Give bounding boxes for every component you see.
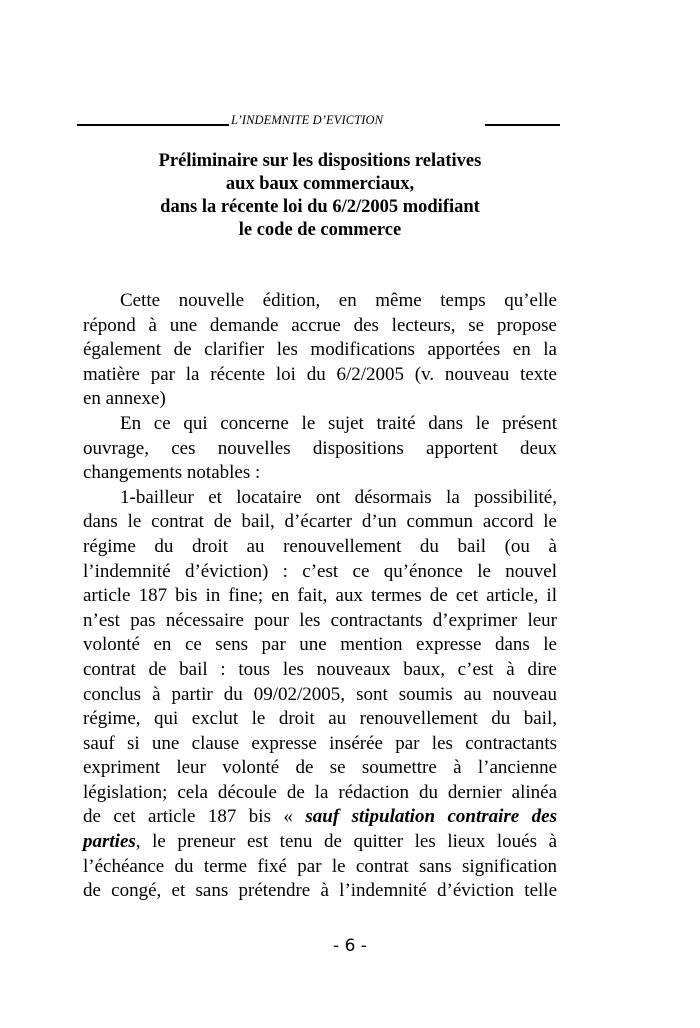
body-line: l’échéance du terme fixé par le contrat sans signification [83, 855, 557, 877]
body-line: législation; cela découle de la rédaction du dernier alinéa [83, 781, 557, 803]
body-line: régime, qui exclut le droit au renouvellement du bail, [83, 708, 557, 730]
section-title [80, 150, 560, 242]
running-header [77, 113, 560, 129]
body-line: conclus à partir du 09/02/2005, sont soumis au nouveau [83, 683, 557, 705]
body-line: également de clarifier les modifications apportées en la [83, 339, 557, 361]
emphasis-quote: sauf stipulation contraire des [305, 806, 557, 828]
body-line: en annexe) [83, 388, 166, 410]
body-line [83, 830, 557, 855]
title-line: Préliminaire sur les dispositions relatives [158, 151, 482, 171]
body-line: régime du droit au renouvellement du bail (ou à [83, 535, 557, 557]
body-line: expriment leur volonté de se soumettre à l’ancienne [83, 757, 557, 779]
title-line: le code de commerce [238, 220, 402, 240]
body-line: Cette nouvelle édition, en même temps qu’elle [120, 290, 557, 311]
text-run: de cet article 187 bis « [83, 806, 306, 828]
emphasis-quote: parties [83, 831, 136, 853]
body-line: l’indemnité d’éviction) : c’est ce qu’énonce le nouvel [83, 560, 557, 582]
body-line: volonté en ce sens par une mention expresse dans le [83, 634, 557, 656]
header-rule-left [77, 124, 229, 126]
body-line: changements notables : [83, 462, 261, 484]
title-line: dans la récente loi du 6/2/2005 modifiant [160, 197, 480, 217]
body-line [83, 805, 557, 830]
body-text [83, 289, 557, 904]
body-line: En ce qui concerne le sujet traité dans le présent [120, 412, 557, 434]
title-line: aux baux commerciaux, [225, 174, 415, 194]
body-line: ouvrage, ces nouvelles dispositions apportent deux [83, 437, 557, 459]
header-rule-right [485, 124, 560, 126]
body-line: 1-bailleur et locataire ont désormais la possibilité, [120, 486, 557, 508]
body-line: sauf si une clause expresse insérée par les contractants [83, 732, 557, 754]
body-line: matière par la récente loi du 6/2/2005 (v. nouveau texte [83, 363, 557, 385]
body-line: dans le contrat de bail, d’écarter d’un commun accord le [83, 511, 557, 533]
body-line: répond à une demande accrue des lecteurs, se propose [83, 314, 557, 336]
body-line: n’est pas nécessaire pour les contractants d’exprimer leur [83, 609, 557, 631]
text-run: , le preneur est tenu de quitter les lieux loués à [135, 831, 557, 853]
body-line: contrat de bail : tous les nouveaux baux, c’est à dire [83, 658, 557, 680]
body-line: article 187 bis in fine; en fait, aux termes de cet article, il [83, 585, 557, 607]
body-line: de congé, et sans prétendre à l’indemnité d’éviction telle [83, 880, 557, 902]
page-number: - 6 - [333, 936, 367, 956]
running-title: L’INDEMNITE D’EVICTION [231, 113, 384, 127]
